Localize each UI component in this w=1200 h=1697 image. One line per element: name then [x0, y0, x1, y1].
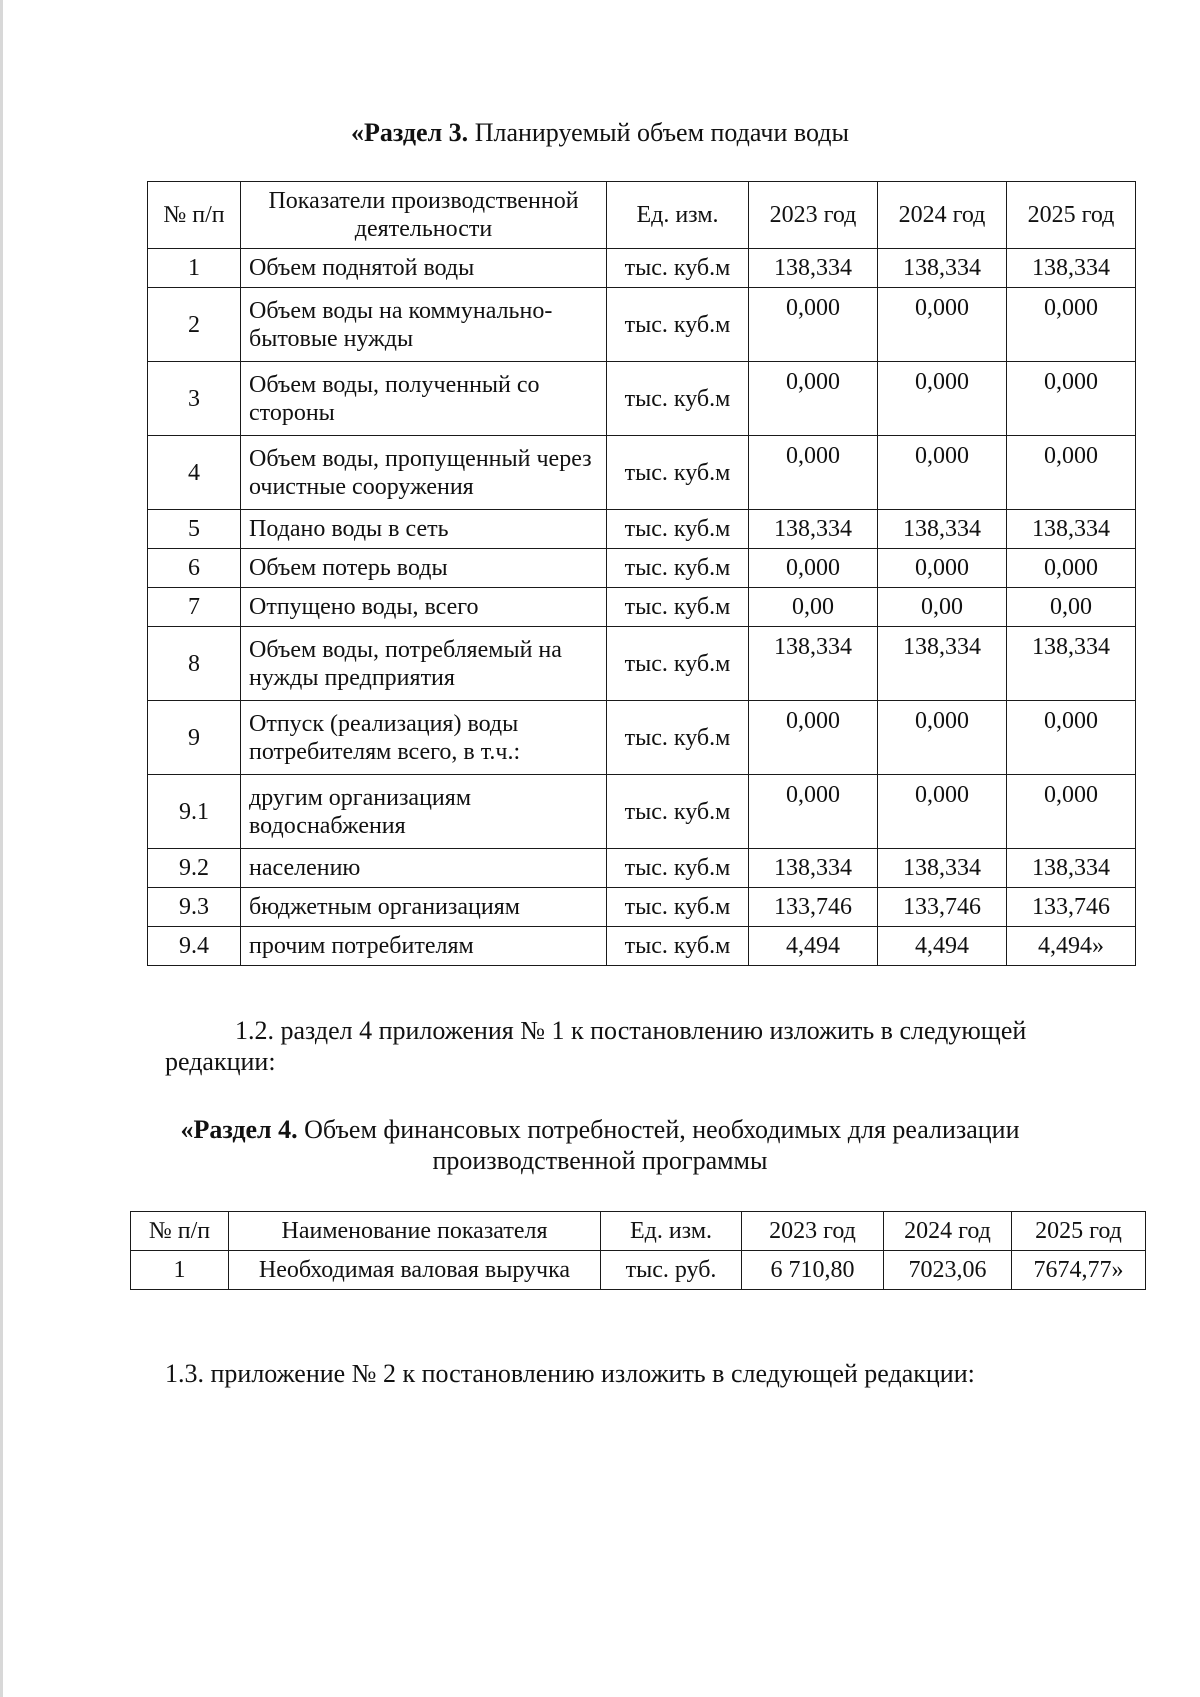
paragraph-1-2-text: 1.2. раздел 4 приложения № 1 к постановлению изложить в следующей редакции:	[165, 1016, 1027, 1076]
table-row	[148, 288, 1136, 362]
row-value-2024: 7023,06	[884, 1251, 1012, 1290]
table-row	[148, 775, 1136, 849]
header-indicator: Наименование показателя	[229, 1212, 601, 1251]
table-row	[148, 888, 1136, 927]
table-row	[148, 249, 1136, 288]
row-value-2025: 138,334	[1007, 249, 1136, 288]
row-unit: тыс. куб.м	[607, 849, 749, 888]
row-value-2023: 0,000	[749, 701, 878, 775]
row-value-2025: 0,000	[1007, 701, 1136, 775]
header-2023: 2023 год	[749, 182, 878, 249]
row-value-2023: 138,334	[749, 849, 878, 888]
row-value-2025: 0,000	[1007, 288, 1136, 362]
row-value-2025: 0,00	[1007, 588, 1136, 627]
section4-title-line1: Объем финансовых потребностей, необходимых для реализации	[297, 1115, 1020, 1144]
row-value-2024: 0,000	[878, 701, 1007, 775]
row-indicator: Объем поднятой воды	[241, 249, 607, 288]
row-value-2023: 0,000	[749, 775, 878, 849]
header-num: № п/п	[148, 182, 241, 249]
row-indicator: Объем воды, пропущенный через очистные сооружения	[241, 436, 607, 510]
row-value-2024: 138,334	[878, 249, 1007, 288]
row-number: 6	[148, 549, 241, 588]
section4-title-bold: «Раздел 4.	[180, 1115, 298, 1144]
row-indicator: населению	[241, 849, 607, 888]
row-number: 1	[148, 249, 241, 288]
header-indicator: Показатели производственной деятельности	[241, 182, 607, 249]
row-value-2023: 0,000	[749, 436, 878, 510]
row-value-2025: 4,494»	[1007, 927, 1136, 966]
table-row	[148, 849, 1136, 888]
row-value-2024: 0,000	[878, 288, 1007, 362]
section3-title-rest: Планируемый объем подачи воды	[468, 118, 849, 147]
row-indicator: другим организациям водоснабжения	[241, 775, 607, 849]
row-unit: тыс. куб.м	[607, 510, 749, 549]
row-value-2024: 138,334	[878, 627, 1007, 701]
section3-header-row	[148, 182, 1136, 249]
header-2025: 2025 год	[1012, 1212, 1146, 1251]
row-value-2024: 0,000	[878, 362, 1007, 436]
header-num: № п/п	[131, 1212, 229, 1251]
row-value-2023: 0,000	[749, 549, 878, 588]
row-value-2023: 138,334	[749, 510, 878, 549]
table-row	[131, 1251, 1146, 1290]
table-row	[148, 627, 1136, 701]
table-row	[148, 362, 1136, 436]
row-number: 5	[148, 510, 241, 549]
row-number: 2	[148, 288, 241, 362]
row-value-2023: 6 710,80	[742, 1251, 884, 1290]
row-number: 9.3	[148, 888, 241, 927]
row-number: 9	[148, 701, 241, 775]
section3-title	[0, 117, 1200, 148]
row-indicator: прочим потребителям	[241, 927, 607, 966]
section4-header-row	[131, 1212, 1146, 1251]
table-row	[148, 927, 1136, 966]
section4-table	[130, 1211, 1146, 1290]
row-unit: тыс. куб.м	[607, 588, 749, 627]
row-indicator: Объем воды на коммунально-бытовые нужды	[241, 288, 607, 362]
table-row	[148, 701, 1136, 775]
row-value-2024: 4,494	[878, 927, 1007, 966]
row-unit: тыс. руб.	[601, 1251, 742, 1290]
row-value-2024: 138,334	[878, 849, 1007, 888]
row-value-2025: 0,000	[1007, 362, 1136, 436]
table-row	[148, 549, 1136, 588]
row-value-2025: 0,000	[1007, 549, 1136, 588]
row-unit: тыс. куб.м	[607, 927, 749, 966]
header-unit: Ед. изм.	[601, 1212, 742, 1251]
row-number: 4	[148, 436, 241, 510]
row-value-2024: 133,746	[878, 888, 1007, 927]
row-unit: тыс. куб.м	[607, 288, 749, 362]
row-number: 9.2	[148, 849, 241, 888]
row-value-2025: 0,000	[1007, 436, 1136, 510]
row-value-2023: 0,000	[749, 288, 878, 362]
table-row	[148, 510, 1136, 549]
row-number: 1	[131, 1251, 229, 1290]
row-number: 9.1	[148, 775, 241, 849]
row-value-2023: 4,494	[749, 927, 878, 966]
header-2025: 2025 год	[1007, 182, 1136, 249]
row-value-2025: 138,334	[1007, 849, 1136, 888]
row-value-2025: 7674,77»	[1012, 1251, 1146, 1290]
row-indicator: Отпуск (реализация) воды потребителям всего, в т.ч.:	[241, 701, 607, 775]
table-row	[148, 588, 1136, 627]
row-value-2023: 138,334	[749, 249, 878, 288]
header-unit: Ед. изм.	[607, 182, 749, 249]
header-2024: 2024 год	[878, 182, 1007, 249]
row-value-2023: 0,000	[749, 362, 878, 436]
scan-edge	[0, 0, 3, 1697]
row-unit: тыс. куб.м	[607, 888, 749, 927]
section4-title	[0, 1114, 1200, 1145]
row-value-2023: 138,334	[749, 627, 878, 701]
row-unit: тыс. куб.м	[607, 627, 749, 701]
row-unit: тыс. куб.м	[607, 249, 749, 288]
row-indicator: Подано воды в сеть	[241, 510, 607, 549]
paragraph-1-2	[165, 1015, 1115, 1077]
row-value-2023: 0,00	[749, 588, 878, 627]
row-value-2024: 138,334	[878, 510, 1007, 549]
table-row	[148, 436, 1136, 510]
row-number: 9.4	[148, 927, 241, 966]
row-indicator: Объем потерь воды	[241, 549, 607, 588]
row-number: 3	[148, 362, 241, 436]
row-number: 8	[148, 627, 241, 701]
row-indicator: Объем воды, полученный со стороны	[241, 362, 607, 436]
row-indicator: Отпущено воды, всего	[241, 588, 607, 627]
row-value-2024: 0,00	[878, 588, 1007, 627]
row-value-2023: 133,746	[749, 888, 878, 927]
paragraph-1-3: 1.3. приложение № 2 к постановлению изложить в следующей редакции:	[165, 1359, 975, 1388]
row-indicator: Объем воды, потребляемый на нужды предприятия	[241, 627, 607, 701]
row-unit: тыс. куб.м	[607, 362, 749, 436]
section4-title-line2: производственной программы	[432, 1146, 768, 1175]
row-unit: тыс. куб.м	[607, 775, 749, 849]
section3-title-bold: «Раздел 3.	[351, 118, 469, 147]
row-value-2024: 0,000	[878, 775, 1007, 849]
row-unit: тыс. куб.м	[607, 436, 749, 510]
row-value-2025: 0,000	[1007, 775, 1136, 849]
row-unit: тыс. куб.м	[607, 549, 749, 588]
section3-table	[147, 181, 1136, 966]
row-value-2024: 0,000	[878, 436, 1007, 510]
row-value-2025: 138,334	[1007, 510, 1136, 549]
row-unit: тыс. куб.м	[607, 701, 749, 775]
row-number: 7	[148, 588, 241, 627]
row-indicator: бюджетным организациям	[241, 888, 607, 927]
header-2024: 2024 год	[884, 1212, 1012, 1251]
row-value-2024: 0,000	[878, 549, 1007, 588]
row-indicator: Необходимая валовая выручка	[229, 1251, 601, 1290]
header-2023: 2023 год	[742, 1212, 884, 1251]
row-value-2025: 138,334	[1007, 627, 1136, 701]
row-value-2025: 133,746	[1007, 888, 1136, 927]
